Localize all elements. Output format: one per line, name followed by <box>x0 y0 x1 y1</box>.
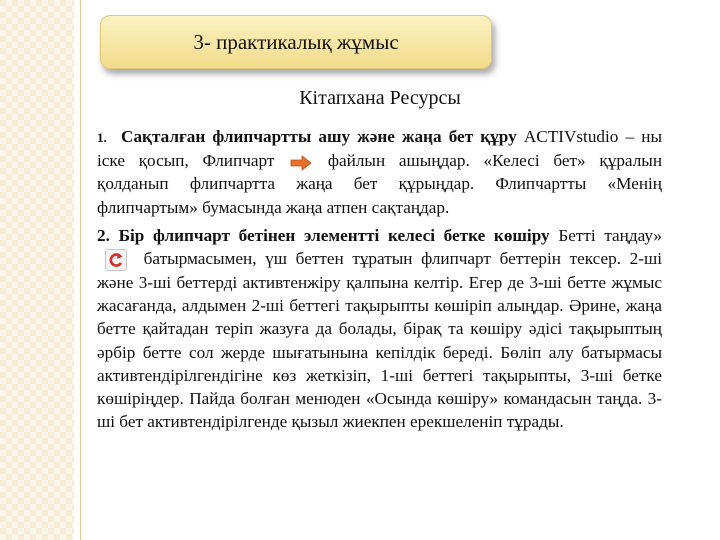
section-2 <box>97 224 662 434</box>
page-title: 3- практикалық жұмыс <box>193 29 399 54</box>
section-1-text-b: файлын ашыңдар. «Келесі бет» құралын қолданып флипчартта жаңа бет құрыңдар. Флипчартты «Менің флипчартым» бумасында жаңа атпен сақтаңдар. <box>97 151 663 217</box>
section-2-text-a: Бетті таңдау» <box>558 225 662 245</box>
decorative-sidebar <box>0 0 74 540</box>
content <box>97 125 662 433</box>
section-1 <box>97 125 662 219</box>
section-2-heading: 2. Бір флипчарт бетінен элементті келесі бетке көшіру <box>97 225 550 245</box>
section-1-text-a: ACTIVstudio – ны іске қосып, Флипчарт <box>97 127 662 171</box>
subtitle: Кітапхана Ресурсы <box>299 87 461 109</box>
arrow-right-icon <box>290 154 312 170</box>
section-1-heading-text: Сақталған флипчартты ашу және жаңа бет құру <box>121 127 517 146</box>
section-1-heading <box>97 127 517 146</box>
undo-icon <box>105 249 127 271</box>
sidebar-divider <box>80 0 81 540</box>
section-2-text-b: батырмасымен, үш беттен тұратын флипчарт беттерін тексер. 2-ші және 3-ші беттерді активтенжіру қалпына келтір. Егер де 3-ші бетте жұмыс жасағанда, алдымен 2-ші беттегі тақырыпты көшіріп алыңдар. Әрине, жаңа бетте қайтадан теріп жазуға да болады, бірақ та көшіру әдісі тақырыптың әрбір бетте сол жерде шығатынына кепілдік береді. Бөліп алу батырмасы активтендірілгендігіне көз жеткізіп, 1-ші беттегі тақырыпты, 3-ші бетке көшіріңдер. Пайда болған менюден «Осында көшіру» командасын таңда. 3-ші бет активтендірілгенде қызыл жиекпен ерекшеленіп тұрады. <box>97 249 663 432</box>
title-box <box>100 15 492 69</box>
section-1-number: 1. <box>97 130 107 145</box>
